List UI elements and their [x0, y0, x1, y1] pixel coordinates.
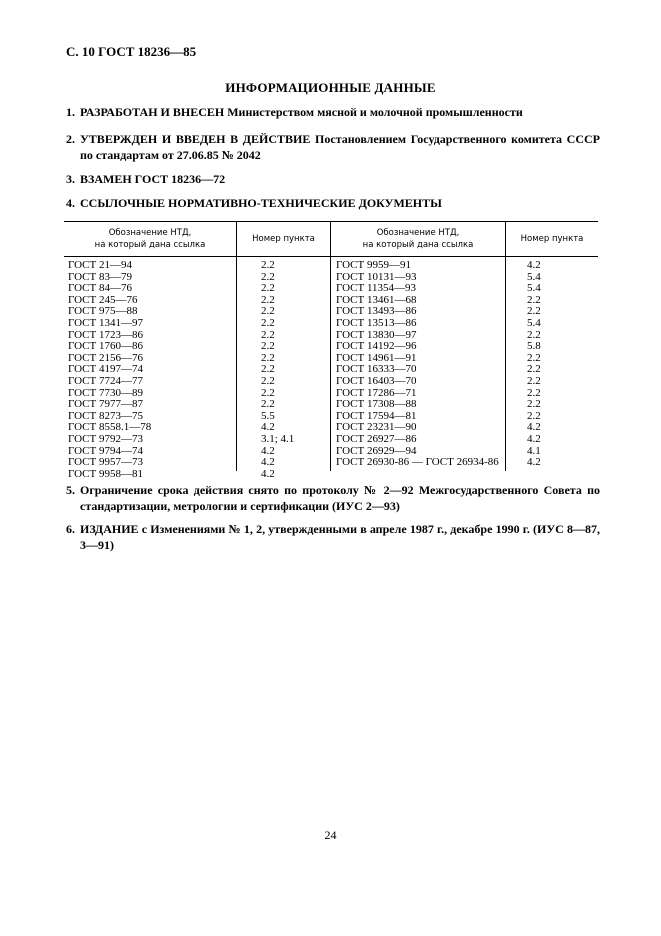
table-cell-doc: ГОСТ 245—76: [68, 293, 138, 306]
table-cell-doc: ГОСТ 8273—75: [68, 409, 143, 422]
table-cell-point: 2.2: [527, 293, 541, 306]
info-item-1: [66, 104, 600, 120]
column-divider: [330, 257, 331, 471]
column-divider: [236, 257, 237, 471]
table-cell-doc: ГОСТ 16333—70: [336, 363, 417, 376]
table-cell-doc: ГОСТ 13830—97: [336, 328, 417, 341]
table-cell-doc: ГОСТ 14192—96: [336, 340, 417, 353]
table-cell-point: 2.2: [527, 305, 541, 318]
item-text: Ограничение срока действия снято по протоколу № 2—92 Межгосударственного Совета по стандартизации, метрологии и сертификации (ИУС 2—93): [80, 483, 600, 513]
table-cell-doc: ГОСТ 7730—89: [68, 386, 143, 399]
table-cell-point: 4.2: [261, 456, 275, 469]
table-cell-doc: ГОСТ 9957—73: [68, 456, 143, 469]
table-cell-doc: ГОСТ 14961—91: [336, 351, 417, 364]
item-number: 4.: [66, 196, 75, 210]
table-header: [64, 221, 598, 257]
table-cell-doc: ГОСТ 84—76: [68, 282, 132, 295]
table-cell-point: 2.2: [261, 293, 275, 306]
table-cell-point: 2.2: [261, 259, 275, 271]
table-cell-point: 2.2: [261, 386, 275, 399]
table-cell-point: 2.2: [261, 363, 275, 376]
header-doc-left: Обозначение НТД, на который дана ссылка: [94, 228, 206, 250]
table-cell-doc: ГОСТ 16403—70: [336, 374, 417, 387]
column-divider: [330, 222, 331, 256]
table-cell-point: 4.2: [261, 421, 275, 434]
table-cell-point: 2.2: [527, 409, 541, 422]
item-text: ВЗАМЕН ГОСТ 18236—72: [80, 172, 226, 186]
table-body: [64, 257, 598, 480]
table-cell-doc: ГОСТ 13461—68: [336, 293, 417, 306]
column-divider: [505, 257, 506, 471]
table-cell-doc: ГОСТ 9792—73: [68, 432, 143, 445]
table-cell-doc: ГОСТ 10131—93: [336, 270, 417, 283]
info-item-3: [66, 171, 600, 187]
table-cell-point: 2.2: [527, 398, 541, 411]
item-number: 1.: [66, 105, 75, 119]
table-cell-doc: ГОСТ 9794—74: [68, 444, 143, 457]
table-cell-doc: ГОСТ 7977—87: [68, 398, 143, 411]
page-header: С. 10 ГОСТ 18236—85: [66, 44, 197, 59]
table-cell-point: 4.2: [527, 259, 541, 271]
table-cell-point: 2.2: [261, 316, 275, 329]
table-cell-doc: ГОСТ 4197—74: [68, 363, 143, 376]
header-doc-right: Обозначение НТД, на который дана ссылка: [362, 228, 474, 250]
item-text: ССЫЛОЧНЫЕ НОРМАТИВНО-ТЕХНИЧЕСКИЕ ДОКУМЕНТЫ: [80, 196, 442, 210]
item-number: 6.: [66, 522, 75, 536]
header-point-right: Номер пункта: [520, 234, 584, 244]
section-title: ИНФОРМАЦИОННЫЕ ДАННЫЕ: [225, 80, 436, 95]
table-cell-point: 2.2: [527, 386, 541, 399]
reference-docs-table: [64, 221, 598, 480]
table-cell-point: 2.2: [261, 328, 275, 341]
table-cell-doc: ГОСТ 17308—88: [336, 398, 417, 411]
table-cell-doc: ГОСТ 17286—71: [336, 386, 417, 399]
table-cell-point: 2.2: [527, 374, 541, 387]
table-cell-point: 5.8: [527, 340, 541, 353]
table-cell-doc: ГОСТ 9959—91: [336, 259, 411, 271]
table-cell-point: 2.2: [527, 351, 541, 364]
left-point-column: [261, 260, 294, 480]
table-cell-doc: ГОСТ 23231—90: [336, 421, 417, 434]
page-number: 24: [324, 828, 337, 842]
header-point-left: Номер пункта: [252, 234, 315, 244]
table-cell-point: 2.2: [527, 363, 541, 376]
info-item-4: [66, 195, 600, 211]
table-cell-doc: ГОСТ 26930-86 — ГОСТ 26934-86: [336, 456, 499, 469]
table-cell-point: 4.2: [261, 444, 275, 457]
info-item-6: [66, 521, 600, 553]
table-cell-point: 2.2: [261, 270, 275, 283]
item-text: РАЗРАБОТАН И ВНЕСЕН Министерством мясной и молочной промышленности: [80, 105, 523, 119]
right-doc-column: [336, 260, 499, 469]
table-cell-point: 4.2: [527, 421, 541, 434]
table-cell-point: 4.2: [527, 432, 541, 445]
table-cell-doc: ГОСТ 2156—76: [68, 351, 143, 364]
table-cell-doc: ГОСТ 83—79: [68, 270, 132, 283]
table-cell-point: 5.4: [527, 282, 541, 295]
left-doc-column: [68, 260, 151, 480]
info-item-2: [66, 131, 600, 163]
table-cell-doc: ГОСТ 13493—86: [336, 305, 417, 318]
table-cell-point: 2.2: [261, 340, 275, 353]
table-cell-point: 2.2: [527, 328, 541, 341]
column-divider: [505, 222, 506, 256]
table-cell-point: 5.4: [527, 316, 541, 329]
info-item-5: [66, 482, 600, 514]
table-cell-point: 4.2: [527, 456, 541, 469]
table-cell-doc: ГОСТ 975—88: [68, 305, 138, 318]
table-cell-point: 5.4: [527, 270, 541, 283]
column-divider: [236, 222, 237, 256]
table-cell-point: 2.2: [261, 398, 275, 411]
table-cell-doc: ГОСТ 8558.1—78: [68, 421, 152, 434]
table-cell-point: 2.2: [261, 351, 275, 364]
table-cell-point: 2.2: [261, 282, 275, 295]
table-cell-doc: ГОСТ 11354—93: [336, 282, 417, 295]
item-text: УТВЕРЖДЕН И ВВЕДЕН В ДЕЙСТВИЕ Постановлением Государственного комитета СССР по стандартам от 27.06.85 № 2042: [80, 132, 600, 162]
table-cell-doc: ГОСТ 9958—81: [68, 467, 143, 480]
item-number: 3.: [66, 172, 75, 186]
table-cell-point: 2.2: [261, 374, 275, 387]
table-cell-point: 4.2: [261, 467, 275, 480]
table-cell-doc: ГОСТ 1723—86: [68, 328, 143, 341]
table-cell-point: 2.2: [261, 305, 275, 318]
right-point-column: [527, 260, 541, 469]
table-cell-doc: ГОСТ 1341—97: [68, 316, 143, 329]
table-cell-point: 4.1: [527, 444, 541, 457]
table-cell-doc: ГОСТ 1760—86: [68, 340, 143, 353]
table-cell-point: 3.1; 4.1: [261, 432, 295, 445]
table-cell-doc: ГОСТ 26929—94: [336, 444, 417, 457]
table-cell-doc: ГОСТ 26927—86: [336, 432, 417, 445]
table-cell-doc: ГОСТ 7724—77: [68, 374, 143, 387]
item-number: 2.: [66, 132, 75, 146]
item-text: ИЗДАНИЕ с Изменениями № 1, 2, утвержденными в апреле 1987 г., декабре 1990 г. (ИУС 8—87, 3—91): [80, 522, 600, 552]
table-cell-doc: ГОСТ 21—94: [68, 259, 132, 271]
table-cell-doc: ГОСТ 13513—86: [336, 316, 417, 329]
table-cell-point: 5.5: [261, 409, 275, 422]
table-cell-doc: ГОСТ 17594—81: [336, 409, 417, 422]
item-number: 5.: [66, 483, 75, 497]
